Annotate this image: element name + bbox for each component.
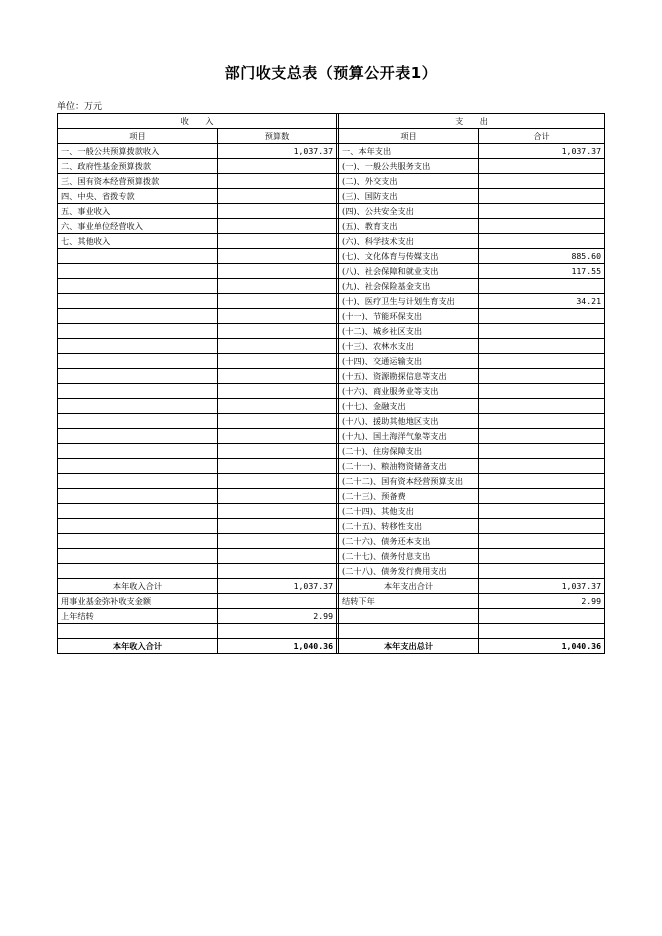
expense-item-cell: (二十三)、预备费: [339, 489, 479, 504]
income-amount-cell: [218, 279, 337, 294]
income-amount-cell: 2.99: [218, 609, 337, 624]
expense-amount-cell: [479, 534, 605, 549]
table-row: [58, 249, 605, 264]
income-item-cell: [58, 324, 218, 339]
expense-item-cell: (十四)、交通运输支出: [339, 354, 479, 369]
expense-item-cell: (十)、医疗卫生与计划生育支出: [339, 294, 479, 309]
income-item-cell: [58, 549, 218, 564]
income-item-cell: [58, 354, 218, 369]
expense-item-cell: (二十六)、债务还本支出: [339, 534, 479, 549]
income-item-cell: 用事业基金弥补收支金额: [58, 594, 218, 609]
expense-amount-cell: [479, 564, 605, 579]
expense-amount-cell: [479, 219, 605, 234]
income-item-cell: [58, 429, 218, 444]
income-item-cell: [58, 399, 218, 414]
budget-table: [57, 113, 605, 654]
header-row-sections: [58, 114, 605, 129]
expense-amount-cell: [479, 384, 605, 399]
expense-item-cell: 本年支出总计: [339, 638, 479, 653]
income-amount-cell: [218, 354, 337, 369]
income-item-cell: 五、事业收入: [58, 204, 218, 219]
expense-item-cell: [339, 624, 479, 639]
income-item-cell: [58, 564, 218, 579]
table-row: [58, 519, 605, 534]
income-amount-cell: [218, 519, 337, 534]
expense-item-cell: (二十四)、其他支出: [339, 504, 479, 519]
expense-item-cell: (二十七)、债务付息支出: [339, 549, 479, 564]
table-row: [58, 474, 605, 489]
income-amount-cell: [218, 504, 337, 519]
income-item-cell: 上年结转: [58, 609, 218, 624]
expense-item-cell: (十三)、农林水支出: [339, 339, 479, 354]
expense-amount-cell: [479, 174, 605, 189]
expense-item-cell: (十九)、国土海洋气象等支出: [339, 429, 479, 444]
income-amount-cell: [218, 264, 337, 279]
income-amount-cell: 1,037.37: [218, 579, 337, 594]
subtotal-row: [58, 579, 605, 594]
income-amount-cell: [218, 294, 337, 309]
expense-item-cell: (二十)、住房保障支出: [339, 444, 479, 459]
expense-item-cell: (十七)、金融支出: [339, 399, 479, 414]
income-item-cell: [58, 369, 218, 384]
table-row: [58, 549, 605, 564]
table-row: [58, 219, 605, 234]
income-item-cell: 一、一般公共预算拨款收入: [58, 144, 218, 159]
income-item-cell: [58, 249, 218, 264]
income-amount-cell: [218, 309, 337, 324]
income-amount-cell: [218, 384, 337, 399]
income-item-cell: [58, 309, 218, 324]
expense-amount-cell: [479, 399, 605, 414]
expense-item-cell: 一、本年支出: [339, 144, 479, 159]
table-row: [58, 189, 605, 204]
income-amount-cell: [218, 204, 337, 219]
table-body: [58, 114, 605, 654]
expense-item-cell: (三)、国防支出: [339, 189, 479, 204]
expense-amount-cell: 1,040.36: [479, 638, 605, 653]
expense-amount-cell: [479, 324, 605, 339]
income-item-cell: [58, 444, 218, 459]
expense-item-cell: (十六)、商业服务业等支出: [339, 384, 479, 399]
expense-item-cell: (六)、科学技术支出: [339, 234, 479, 249]
col-header-total: 合计: [479, 129, 605, 144]
income-amount-cell: [218, 534, 337, 549]
expense-item-cell: 本年支出合计: [339, 579, 479, 594]
table-row: [58, 159, 605, 174]
income-amount-cell: [218, 444, 337, 459]
expense-amount-cell: [479, 489, 605, 504]
income-item-cell: [58, 459, 218, 474]
table-row: [58, 279, 605, 294]
expense-item-cell: (二十八)、债务发行费用支出: [339, 564, 479, 579]
expense-amount-cell: 1,037.37: [479, 144, 605, 159]
expense-amount-cell: [479, 309, 605, 324]
expense-item-cell: (十一)、节能环保支出: [339, 309, 479, 324]
expense-amount-cell: [479, 459, 605, 474]
table-row: [58, 234, 605, 249]
expense-amount-cell: [479, 519, 605, 534]
income-amount-cell: [218, 489, 337, 504]
income-item-cell: [58, 504, 218, 519]
col-header-budget: 预算数: [218, 129, 337, 144]
unit-label: 单位：万元: [57, 102, 103, 112]
expense-item-cell: 结转下年: [339, 594, 479, 609]
table-row: [58, 309, 605, 324]
expense-item-cell: (一)、一般公共服务支出: [339, 159, 479, 174]
income-amount-cell: [218, 549, 337, 564]
expense-amount-cell: [479, 624, 605, 639]
income-amount-cell: [218, 159, 337, 174]
income-item-cell: [58, 534, 218, 549]
expense-amount-cell: [479, 414, 605, 429]
expense-item-cell: (十五)、资源勘探信息等支出: [339, 369, 479, 384]
expense-item-cell: (八)、社会保障和就业支出: [339, 264, 479, 279]
table-row: [58, 504, 605, 519]
income-amount-cell: 1,037.37: [218, 144, 337, 159]
table-row: [58, 264, 605, 279]
expense-amount-cell: [479, 234, 605, 249]
income-item-cell: [58, 489, 218, 504]
table-row: [58, 429, 605, 444]
income-amount-cell: [218, 459, 337, 474]
header-row-columns: [58, 129, 605, 144]
table-row: [58, 339, 605, 354]
income-item-cell: 四、中央、省拨专款: [58, 189, 218, 204]
expense-amount-cell: [479, 444, 605, 459]
table-row: [58, 174, 605, 189]
income-item-cell: [58, 414, 218, 429]
expense-item-cell: (二十二)、国有资本经营预算支出: [339, 474, 479, 489]
expense-item-cell: [339, 609, 479, 624]
expense-amount-cell: [479, 204, 605, 219]
expense-item-cell: (五)、教育支出: [339, 219, 479, 234]
income-amount-cell: [218, 624, 337, 639]
income-amount-cell: [218, 474, 337, 489]
income-amount-cell: [218, 594, 337, 609]
table-row: [58, 534, 605, 549]
income-item-cell: [58, 384, 218, 399]
income-amount-cell: [218, 399, 337, 414]
income-item-cell: [58, 264, 218, 279]
table-row: [58, 489, 605, 504]
income-item-cell: 二、政府性基金预算拨款: [58, 159, 218, 174]
table-row: [58, 414, 605, 429]
expense-amount-cell: [479, 429, 605, 444]
income-item-cell: [58, 624, 218, 639]
expense-amount-cell: [479, 369, 605, 384]
expense-amount-cell: [479, 474, 605, 489]
income-item-cell: [58, 294, 218, 309]
table-row: [58, 624, 605, 639]
income-amount-cell: [218, 339, 337, 354]
expense-amount-cell: [479, 189, 605, 204]
table-row: [58, 204, 605, 219]
expense-item-cell: (四)、公共安全支出: [339, 204, 479, 219]
income-item-cell: 本年收入合计: [58, 638, 218, 653]
table-row: [58, 459, 605, 474]
expense-item-cell: (九)、社会保险基金支出: [339, 279, 479, 294]
page-title: 部门收支总表（预算公开表1）: [224, 64, 438, 82]
income-item-cell: 七、其他收入: [58, 234, 218, 249]
col-header-income-item: 项目: [58, 129, 218, 144]
table-row: [58, 369, 605, 384]
expense-item-cell: (十二)、城乡社区支出: [339, 324, 479, 339]
expense-item-cell: (七)、文化体育与传媒支出: [339, 249, 479, 264]
expense-amount-cell: [479, 504, 605, 519]
income-amount-cell: [218, 369, 337, 384]
expense-item-cell: (二十一)、粮油物资储备支出: [339, 459, 479, 474]
table-row: [58, 294, 605, 309]
expense-amount-cell: 2.99: [479, 594, 605, 609]
expense-amount-cell: [479, 159, 605, 174]
income-amount-cell: [218, 324, 337, 339]
expense-amount-cell: [479, 354, 605, 369]
table-row: [58, 324, 605, 339]
income-amount-cell: [218, 429, 337, 444]
expense-amount-cell: 117.55: [479, 264, 605, 279]
expense-amount-cell: 34.21: [479, 294, 605, 309]
income-item-cell: [58, 474, 218, 489]
income-amount-cell: [218, 249, 337, 264]
income-amount-cell: [218, 564, 337, 579]
expense-amount-cell: 885.60: [479, 249, 605, 264]
income-item-cell: [58, 519, 218, 534]
income-item-cell: [58, 339, 218, 354]
expense-amount-cell: [479, 609, 605, 624]
expense-section-header: 支 出: [339, 114, 605, 129]
table-row: [58, 564, 605, 579]
expense-item-cell: (二十五)、转移性支出: [339, 519, 479, 534]
table-row: [58, 594, 605, 609]
table-row: [58, 384, 605, 399]
grand-total-row: [58, 638, 605, 653]
income-amount-cell: [218, 189, 337, 204]
expense-item-cell: (十八)、援助其他地区支出: [339, 414, 479, 429]
table-row: [58, 609, 605, 624]
expense-amount-cell: [479, 279, 605, 294]
expense-amount-cell: [479, 549, 605, 564]
income-item-cell: 六、事业单位经营收入: [58, 219, 218, 234]
income-amount-cell: [218, 234, 337, 249]
table-row: [58, 144, 605, 159]
income-amount-cell: [218, 414, 337, 429]
expense-amount-cell: [479, 339, 605, 354]
income-amount-cell: [218, 219, 337, 234]
income-amount-cell: [218, 174, 337, 189]
income-amount-cell: 1,040.36: [218, 638, 337, 653]
income-item-cell: 三、国有资本经营预算拨款: [58, 174, 218, 189]
income-item-cell: 本年收入合计: [58, 579, 218, 594]
table-row: [58, 354, 605, 369]
income-section-header: 收 入: [58, 114, 337, 129]
expense-amount-cell: 1,037.37: [479, 579, 605, 594]
col-header-expense-item: 项目: [339, 129, 479, 144]
income-item-cell: [58, 279, 218, 294]
table-row: [58, 444, 605, 459]
expense-item-cell: (二)、外交支出: [339, 174, 479, 189]
table-row: [58, 399, 605, 414]
